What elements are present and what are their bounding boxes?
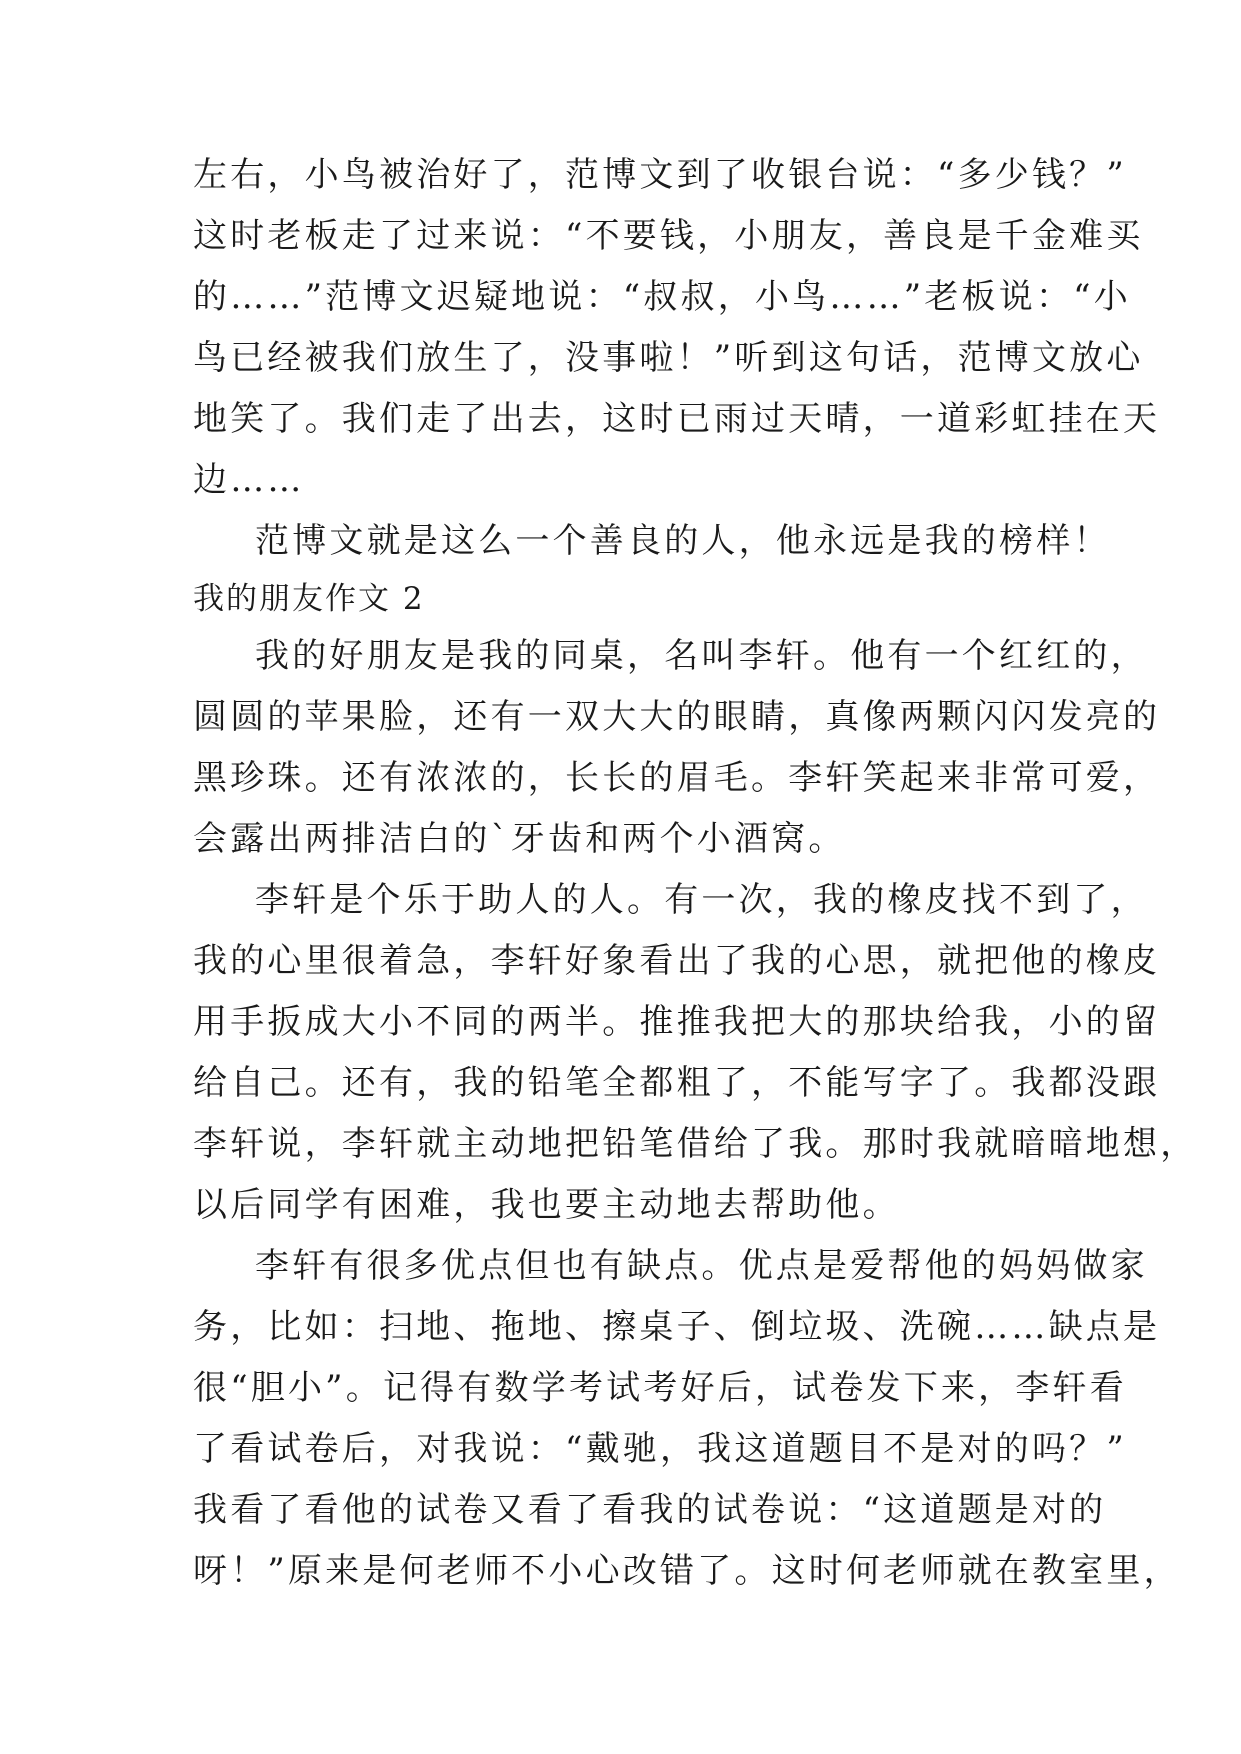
text-line: 鸟已经被我们放生了，没事啦！”听到这句话，范博文放心	[193, 338, 1144, 378]
text-line: 边……	[193, 460, 305, 500]
paragraph-first-line: 范博文就是这么一个善良的人，他永远是我的榜样！	[255, 521, 1111, 561]
text-line: 会露出两排洁白的`牙齿和两个小酒窝。	[193, 819, 846, 859]
text-line: 很“胆小”。记得有数学考试考好后，试卷发下来，李轩看	[193, 1368, 1127, 1408]
text-line: 呀！”原来是何老师不小心改错了。这时何老师就在教室里，	[193, 1551, 1181, 1591]
text-line: 以后同学有困难，我也要主动地去帮助他。	[193, 1185, 900, 1225]
text-line: 我的心里很着急，李轩好象看出了我的心思，就把他的橡皮	[193, 941, 1161, 981]
text-line: 李轩说，李轩就主动地把铅笔借给了我。那时我就暗暗地想，	[193, 1124, 1198, 1164]
section-heading: 我的朋友作文 2	[193, 581, 425, 617]
paragraph-first-line: 我的好朋友是我的同桌，名叫李轩。他有一个红红的，	[255, 636, 1148, 676]
text-line: 了看试卷后，对我说：“戴驰，我这道题目不是对的吗？”	[193, 1429, 1127, 1469]
text-line: 左右，小鸟被治好了，范博文到了收银台说：“多少钱？”	[193, 155, 1127, 195]
text-line: 务，比如：扫地、拖地、擦桌子、倒垃圾、洗碗……缺点是	[193, 1307, 1161, 1347]
text-line: 用手扳成大小不同的两半。推推我把大的那块给我，小的留	[193, 1002, 1161, 1042]
text-line: 给自己。还有，我的铅笔全都粗了，不能写字了。我都没跟	[193, 1063, 1161, 1103]
paragraph-first-line: 李轩有很多优点但也有缺点。优点是爱帮他的妈妈做家	[255, 1246, 1148, 1286]
paragraph-first-line: 李轩是个乐于助人的人。有一次，我的橡皮找不到了，	[255, 880, 1148, 920]
text-line: 地笑了。我们走了出去，这时已雨过天晴，一道彩虹挂在天	[193, 399, 1161, 439]
text-line: 黑珍珠。还有浓浓的，长长的眉毛。李轩笑起来非常可爱，	[193, 758, 1161, 798]
text-line: 这时老板走了过来说：“不要钱，小朋友，善良是千金难买	[193, 216, 1144, 256]
text-line: 圆圆的苹果脸，还有一双大大的眼睛，真像两颗闪闪发亮的	[193, 697, 1161, 737]
text-line: 我看了看他的试卷又看了看我的试卷说：“这道题是对的	[193, 1490, 1107, 1530]
text-line: 的……”范博文迟疑地说：“叔叔，小鸟……”老板说：“小	[193, 277, 1131, 317]
